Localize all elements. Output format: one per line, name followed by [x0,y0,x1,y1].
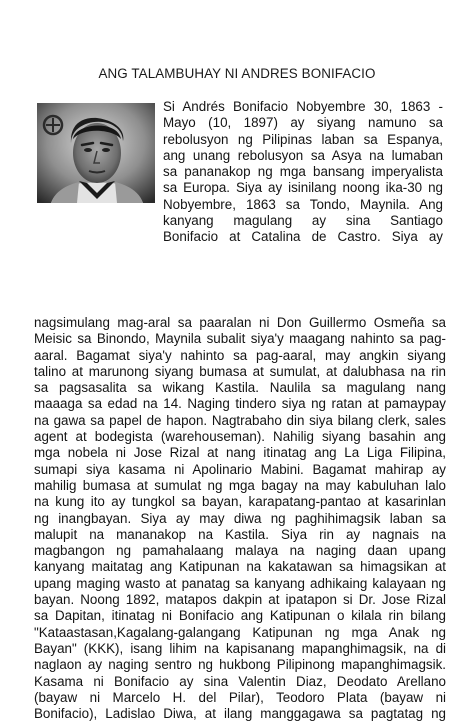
text-line: malupit na mananakop na Kastila. Siya rin ay nagnais na [34,526,446,542]
text-line: ang unang rebolusyon sa Asya na lumaban [163,147,443,163]
text-line: maaaga sa edad na 14. Naging tindero siya ng ratan at pamaypay [34,396,446,412]
text-line: "Kataastasan,Kagalang-galangang Katipunan ng mga Anak ng [34,624,446,640]
text-line: magbangon ng pamahalaang malaya na naging daan upang [34,543,446,559]
text-line: rebolusyon ng Pilipinas laban sa Espanya, [163,131,443,147]
portrait-photo-icon [37,103,155,203]
body-paragraph [34,315,446,722]
document-title: ANG TALAMBUHAY NI ANDRES BONIFACIO [98,66,376,81]
text-line: mga nobela ni Jose Rizal at nang itinatag ang La Liga Filipina, [34,445,446,461]
text-line: Bonifacio), Ladislao Diwa, at ilang manggagawa sa pagtatag ng [34,706,446,722]
text-line: kanyang maitatag ang Katipunan na kakatawan sa himagsikan at [34,559,446,575]
text-line: aaral. Bagamat siya'y nahinto sa pag-aaral, may angkin siyang [34,347,446,363]
text-line: naglaon ay naging sentro ng hukbong Pilipinong mapanghimagsik. [34,657,446,673]
text-line: sa Dapitan, itinatag ni Bonifacio ang Katipunan o kilala rin bilang [34,608,446,624]
text-line: sa pananakop ng mga bansang imperyalista [163,164,443,180]
text-line: Bonifacio at Catalina de Castro. Siya ay [163,229,443,245]
text-line: mahilig bumasa at sumulat ng mga bagay na may kabuluhan lalo [34,477,446,493]
text-line: Mayo (10, 1897) ay siyang namuno sa [163,115,443,131]
intro-paragraph [163,99,443,246]
text-line: bayan. Noong 1892, matapos dakpin at ipatapon si Dr. Jose Rizal [34,592,446,608]
text-line: Nobyembre, 1863 sa Tondo, Maynila. Ang [163,196,443,212]
text-line: sa Europa. Siya ay isinilang noong ika-30 ng [163,180,443,196]
text-line: (bayaw ni Marcelo H. del Pilar), Teodoro Plata (bayaw ni [34,689,446,705]
text-line: Si Andrés Bonifacio Nobyembre 30, 1863 - [163,99,443,114]
text-line: talino at marunong siyang bumasa at sumulat, at dalubhasa na rin [34,363,446,379]
text-line: sa pagsasalita sa wikang Kastila. Naulila sa magulang nang [34,380,446,396]
text-line: agent at bodegista (warehouseman). Nahilig siyang basahin ang [34,429,446,445]
text-line: ng inangbayan. Siya ay may diwa ng paghihimagsik laban sa [34,510,446,526]
text-line: Meisic sa Binondo, Maynila subalit siya'y maagang nahinto sa pag- [34,331,446,347]
text-line: upang maging wasto at panatag sa kanyang adhikaing kalayaan ng [34,575,446,591]
text-line: na kung ito ay tungkol sa bayan, karapatang-pantao at kasarinlan [34,494,446,510]
text-line: kanyang magulang ay sina Santiago [163,213,443,229]
text-line: sumapi siya kasama ni Apolinario Mabini. Bagamat mahirap ay [34,461,446,477]
text-line: Bayan" (KKK), isang lihim na kapisanang mapanghimagsik, na di [34,640,446,656]
text-line: na gawa sa papel de hapon. Nagtrabaho din siya bilang clerk, sales [34,412,446,428]
text-line: nagsimulang mag-aral sa paaralan ni Don Guillermo Osmeña sa [34,315,446,330]
text-line: Kasama ni Bonifacio ay sina Valentin Diaz, Deodato Arellano [34,673,446,689]
